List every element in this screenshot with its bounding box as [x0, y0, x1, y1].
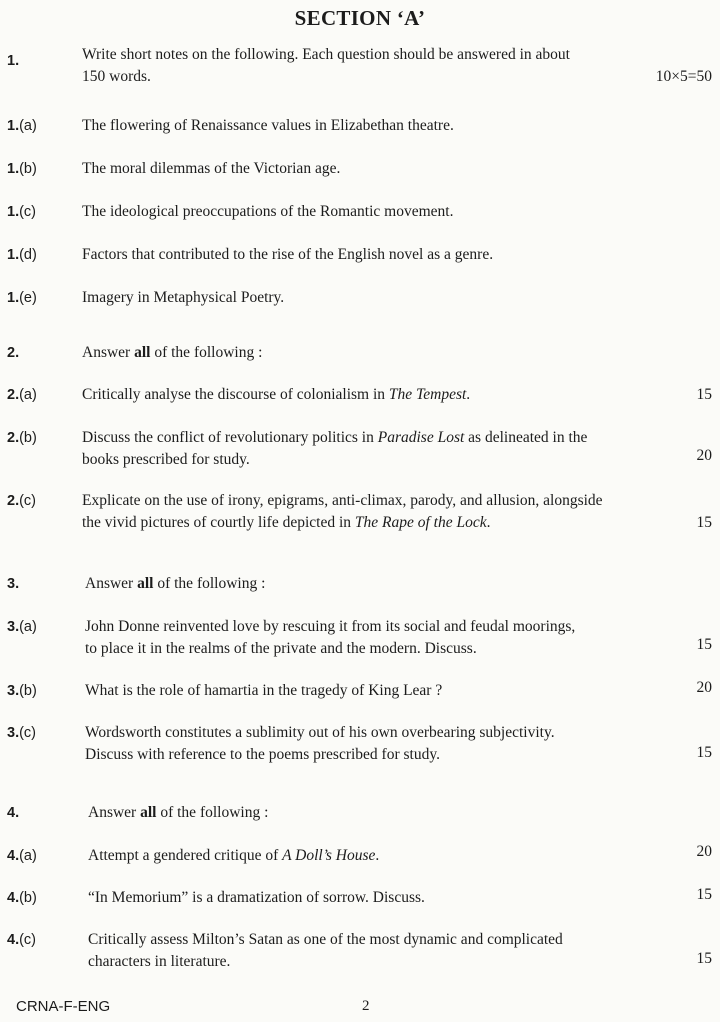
marks: 15: [696, 514, 712, 531]
question-text: Discuss the conflict of revolutionary politics in Paradise Lost as delineated in the books prescribed for study.: [82, 429, 588, 468]
marks: 15: [696, 744, 712, 761]
question-text: Imagery in Metaphysical Poetry.: [82, 289, 285, 306]
question-text: Factors that contributed to the rise of the English novel as a genre.: [82, 246, 494, 263]
question-number: 1.: [7, 53, 20, 69]
question-text: Wordsworth constitutes a sublimity out of his own overbearing subjectivity. Discuss with reference to the poems prescribed for study.: [85, 724, 555, 763]
question-text: Answer all of the following :: [82, 344, 263, 361]
marks: 15: [696, 636, 712, 653]
question-number: 4.(c): [7, 932, 37, 948]
question-number: 1.(c): [7, 204, 37, 220]
question-text: Critically assess Milton’s Satan as one of the most dynamic and complicated characters in literature.: [88, 931, 563, 970]
section-title: SECTION ‘A’: [294, 6, 426, 30]
question-text: The moral dilemmas of the Victorian age.: [82, 160, 341, 177]
paper-code: CRNA-F-ENG: [16, 998, 111, 1015]
question-text: “In Memorium” is a dramatization of sorrow. Discuss.: [88, 889, 425, 906]
question-number: 3.(c): [7, 725, 37, 741]
question-number: 3.(a): [7, 619, 37, 635]
question-number: 1.(e): [7, 290, 37, 306]
marks: 10×5=50: [655, 68, 712, 85]
question-text: Explicate on the use of irony, epigrams, anti-climax, parody, and allusion, alongside the vivid pictures of courtly life depicted in The Rape of the Lock.: [82, 492, 603, 531]
question-text: Write short notes on the following. Each question should be answered in about 150 words.: [82, 46, 570, 85]
question-number: 1.(d): [7, 247, 37, 263]
marks: 20: [696, 843, 712, 860]
question-number: 2.: [7, 345, 20, 361]
marks: 20: [696, 679, 712, 696]
question-number: 2.(a): [7, 387, 37, 403]
question-text: Critically analyse the discourse of colonialism in The Tempest.: [82, 386, 471, 403]
marks: 15: [696, 386, 712, 403]
marks: 15: [696, 886, 712, 903]
page-number: 2: [362, 998, 370, 1014]
question-text: Answer all of the following :: [85, 575, 266, 592]
question-number: 1.(a): [7, 118, 37, 134]
question-text: John Donne reinvented love by rescuing it from its social and feudal moorings, to place it in the realms of the private and the modern. Discuss.: [85, 618, 576, 657]
question-text: Answer all of the following :: [88, 804, 269, 821]
question-number: 4.: [7, 805, 20, 821]
question-text: What is the role of hamartia in the tragedy of King Lear ?: [85, 682, 443, 699]
question-number: 1.(b): [7, 161, 37, 177]
question-number: 3.(b): [7, 683, 37, 699]
question-number: 3.: [7, 576, 20, 592]
question-text: Attempt a gendered critique of A Doll’s House.: [88, 847, 380, 864]
question-number: 2.(c): [7, 493, 37, 509]
question-text: The ideological preoccupations of the Romantic movement.: [82, 203, 454, 220]
question-number: 4.(b): [7, 890, 37, 906]
question-number: 2.(b): [7, 430, 37, 446]
question-text: The flowering of Renaissance values in Elizabethan theatre.: [82, 117, 454, 134]
question-number: 4.(a): [7, 848, 37, 864]
marks: 20: [696, 447, 712, 464]
marks: 15: [696, 950, 712, 967]
